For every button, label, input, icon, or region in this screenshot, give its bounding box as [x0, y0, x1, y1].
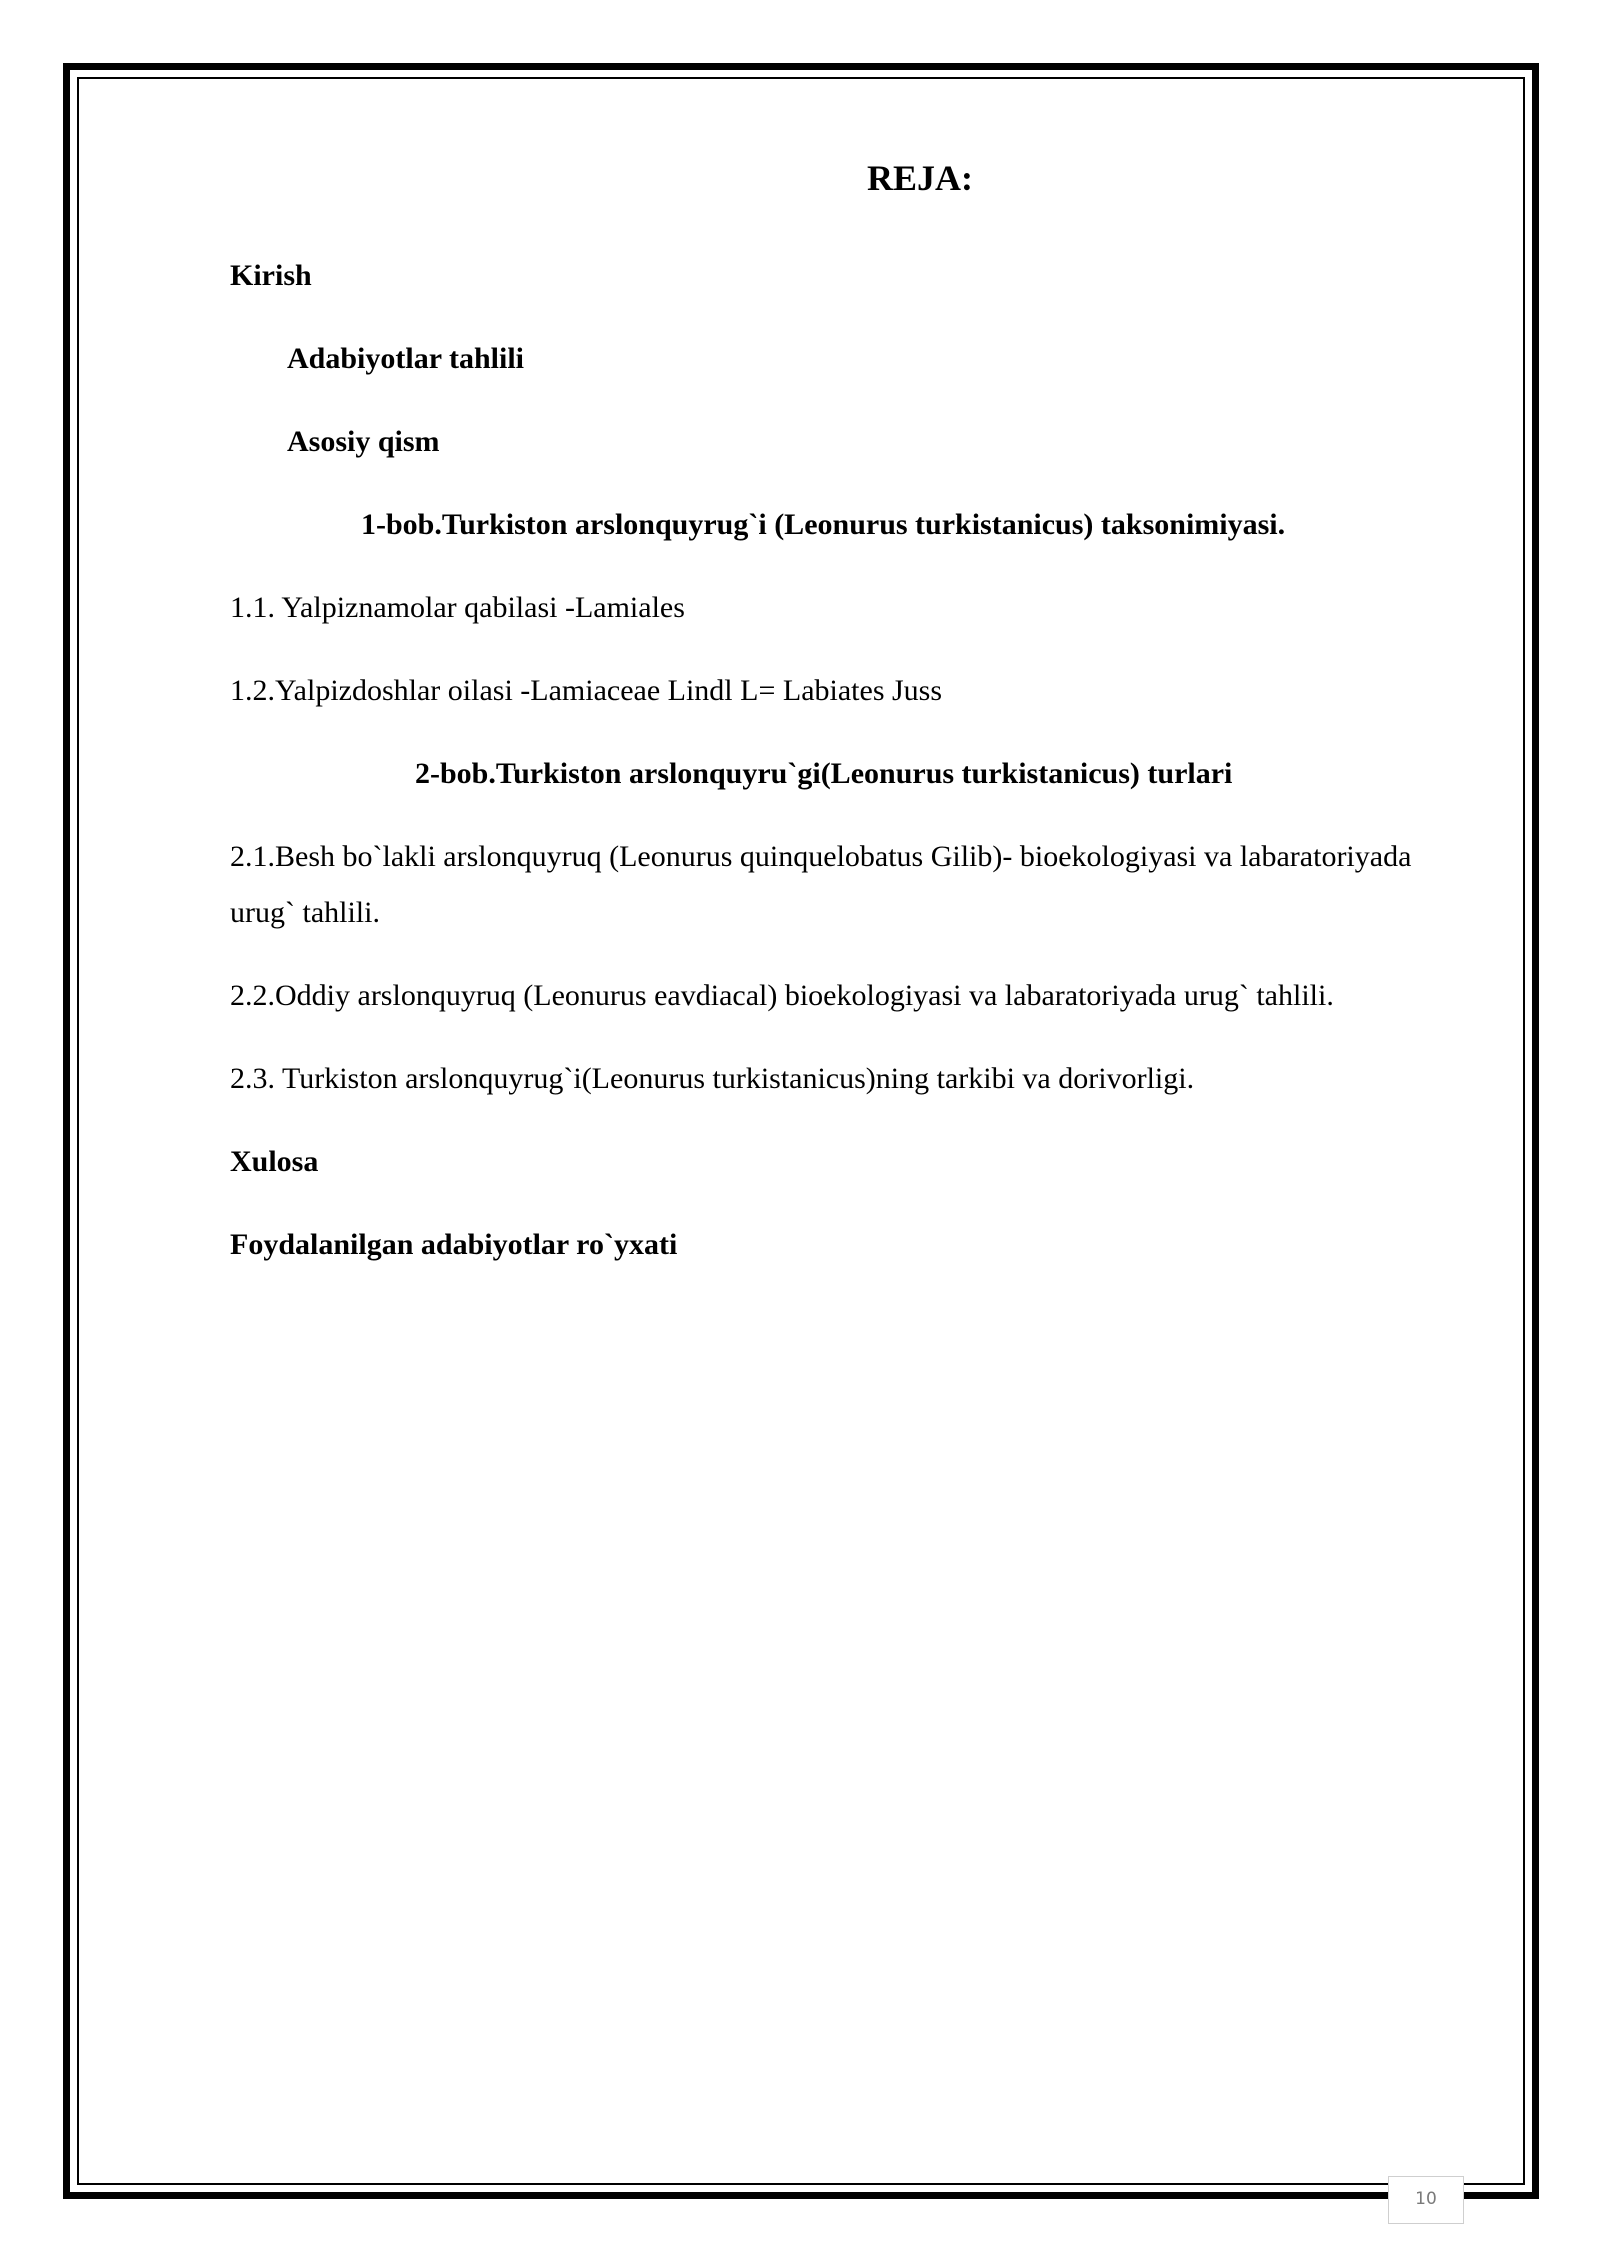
toc-entry-adabiyotlar-tahlili: Adabiyotlar tahlili: [287, 342, 524, 375]
toc-section-2-3: 2.3. Turkiston arslonquyrug`i(Leonurus turkistanicus)ning tarkibi va dorivorligi.: [230, 1062, 1195, 1095]
page-number: 10: [1388, 2176, 1464, 2224]
toc-entry-xulosa: Xulosa: [230, 1145, 319, 1178]
toc-section-2-1: 2.1.Besh bo`lakli arslonquyruq (Leonurus quinquelobatus Gilib)- bioekologiyasi va labaratoriyada urug` tahlili.: [230, 840, 1412, 929]
toc-entry-kirish: Kirish: [230, 259, 312, 292]
toc-section-2-2: 2.2.Oddiy arslonquyruq (Leonurus eavdiacal) bioekologiyasi va labaratoriyada urug` tahlili.: [230, 979, 1334, 1012]
toc-section-1-2: 1.2.Yalpizdoshlar oilasi -Lamiaceae Lindl L= Labiates Juss: [230, 674, 943, 707]
toc-chapter-1: 1-bob.Turkiston arslonquyrug`i (Leonurus turkistanicus) taksonimiyasi.: [361, 508, 1286, 541]
toc-entry-foydalanilgan-adabiyotlar: Foydalanilgan adabiyotlar ro`yxati: [230, 1228, 678, 1261]
toc-section-1-1: 1.1. Yalpiznamolar qabilasi -Lamiales: [230, 591, 685, 624]
page-title: REJA:: [867, 158, 973, 198]
toc-entry-asosiy-qism: Asosiy qism: [287, 425, 440, 458]
document-content: [230, 150, 1450, 1300]
toc-chapter-2: 2-bob.Turkiston arslonquyru`gi(Leonurus turkistanicus) turlari: [415, 757, 1233, 790]
